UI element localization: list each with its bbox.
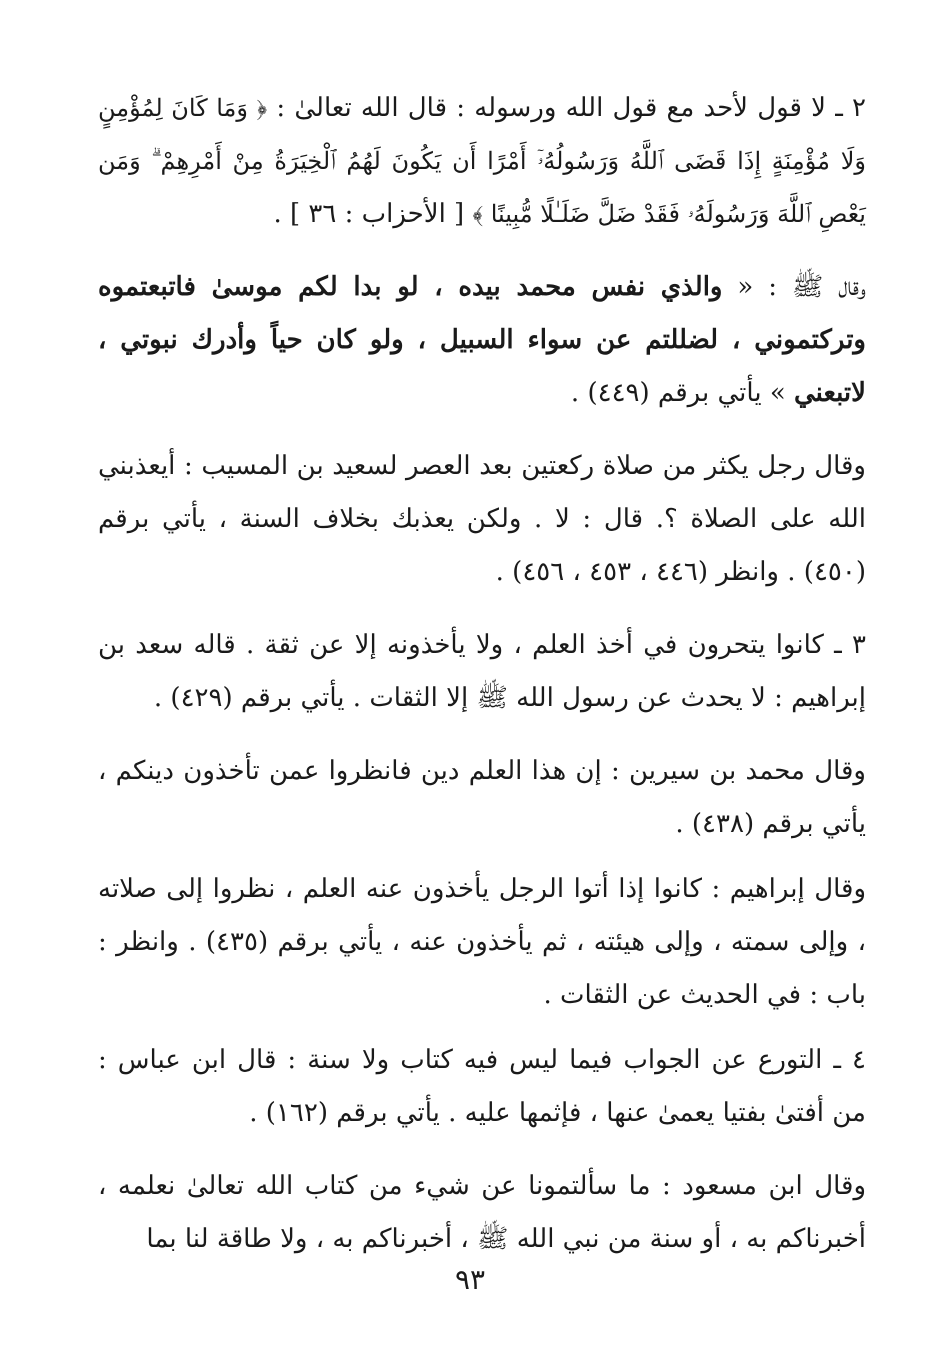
paragraph-lead: ٢ ـ لا قول لأحد مع قول الله ورسوله : قال الله تعالىٰ : [267,93,867,123]
paragraph-trustworthy-narrators: ٣ ـ كانوا يتحرون في أخذ العلم ، ولا يأخذونه إلا عن ثقة . قاله سعد بن إبراهيم : لا يحدث عن رسول الله ﷺ إلا الثقات . يأتي برقم (٤٢٩) . [98,630,866,713]
hadith-text: والذي نفس محمد بيده ، لو بدا لكم موسىٰ فاتبعتموه وتركتموني ، لضللتم عن سواء السبيل ، ولو كان حياً وأدرك نبوتي ، لاتبعني [98,272,866,408]
paragraph-ibn-masud: وقال ابن مسعود : ما سألتمونا عن شيء من كتاب الله تعالىٰ نعلمه ، أخبرناكم به ، أو سنة من نبي الله ﷺ ، أخبرناكم به ، ولا طاقة لنا بما [98,1171,866,1254]
page-body [98,82,866,1286]
paragraph-lead: وقال ﷺ : « [722,272,866,302]
verse-reference: [ الأحزاب : ٣٦ ] . [273,199,473,229]
paragraph-no-opinion-over-god-and-messenger [98,82,866,241]
paragraph-said-ibn-musayyib: وقال رجل يكثر من صلاة ركعتين بعد العصر لسعيد بن المسيب : أيعذبني الله على الصلاة ؟. قال : لا . ولكن يعذبك بخلاف السنة ، يأتي برقم (٤٥٠) . وانظر (٤٤٦ ، ٤٥٣ ، ٤٥٦) . [98,451,866,587]
quran-verse: ﴿ وَمَا كَانَ لِمُؤْمِنٍ وَلَا مُؤْمِنَةٍ إِذَا قَضَى ٱللَّهُ وَرَسُولُهُۥٓ أَمْرًا أَن يَكُونَ لَهُمُ ٱلْخِيَرَةُ مِنْ أَمْرِهِمْ ۗ وَمَن يَعْصِ ٱللَّهَ وَرَسُولَهُۥ فَقَدْ ضَلَّ ضَلَـٰلًا مُّبِينًا ﴾ [98,94,866,228]
hadith-reference: » يأتي برقم (٤٤٩) . [570,378,795,408]
paragraph-hadith-musa [98,261,866,420]
paragraph-caution-in-answering: ٤ ـ التورع عن الجواب فيما ليس فيه كتاب ولا سنة : قال ابن عباس : من أفتىٰ بفتيا يعمىٰ عنها ، فإثمها عليه . يأتي برقم (١٦٢) . [98,1045,866,1128]
page-number: ٩٣ [454,1263,486,1296]
paragraph-ibn-sirin: وقال محمد بن سيرين : إن هذا العلم دين فانظروا عمن تأخذون دينكم ، يأتي برقم (٤٣٨) . [98,756,866,839]
paragraph-ibrahim: وقال إبراهيم : كانوا إذا أتوا الرجل يأخذون عنه العلم ، نظروا إلى صلاته ، وإلى سمته ، وإلى هيئته ، ثم يأخذون عنه ، يأتي برقم (٤٣٥) . وانظر : باب : في الحديث عن الثقات . [98,874,866,1010]
